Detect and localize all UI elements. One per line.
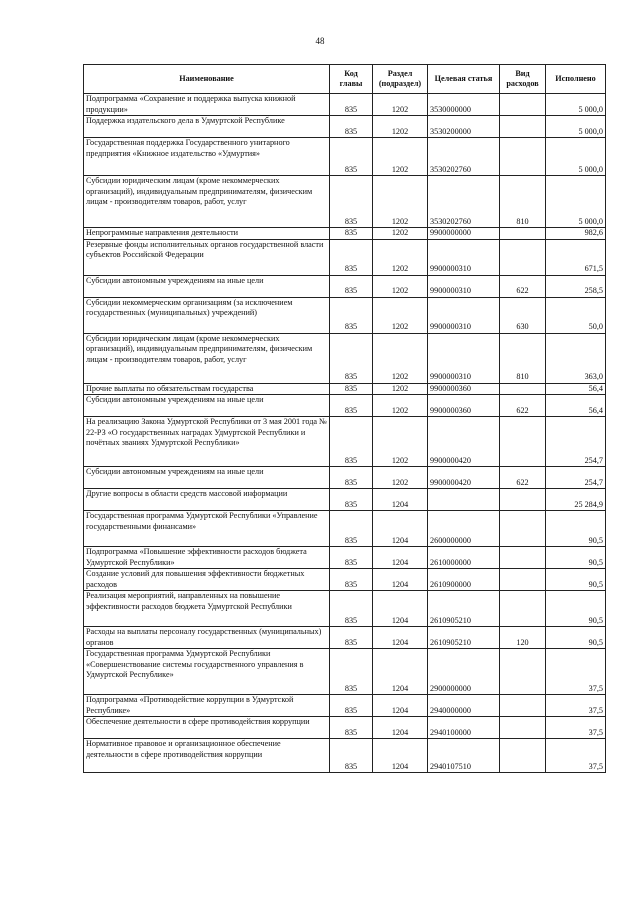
row-amount-cell: 37,5 xyxy=(546,695,606,717)
row-name-cell: Резервные фонды исполнительных органов государственной власти субъектов Российской Федерации xyxy=(84,239,330,275)
row-code-cell: 835 xyxy=(330,417,373,467)
row-code-cell: 835 xyxy=(330,116,373,138)
row-section-cell: 1202 xyxy=(373,417,428,467)
row-amount-cell: 37,5 xyxy=(546,649,606,695)
row-kind-cell xyxy=(500,739,546,773)
row-code-cell: 835 xyxy=(330,649,373,695)
row-name-cell: Государственная программа Удмуртской Республики «Совершенствование системы государственного управления в Удмуртской Республике» xyxy=(84,649,330,695)
row-amount-cell: 5 000,0 xyxy=(546,176,606,228)
table-row xyxy=(84,467,606,489)
row-kind-cell xyxy=(500,547,546,569)
row-code-cell: 835 xyxy=(330,176,373,228)
row-amount-cell: 25 284,9 xyxy=(546,489,606,511)
row-kind-cell xyxy=(500,116,546,138)
col-header-target: Целевая статья xyxy=(428,65,500,94)
row-target-cell: 2610900000 xyxy=(428,569,500,591)
row-name-cell: На реализацию Закона Удмуртской Республики от 3 мая 2001 года № 22-РЗ «О государственных наградах Удмуртской Республики и почётных званиях Удмуртской Республики» xyxy=(84,417,330,467)
row-kind-cell: 622 xyxy=(500,395,546,417)
row-amount-cell: 90,5 xyxy=(546,627,606,649)
row-code-cell: 835 xyxy=(330,695,373,717)
row-name-cell: Реализация мероприятий, направленных на повышение эффективности расходов бюджета Удмуртской Республики xyxy=(84,591,330,627)
row-section-cell: 1202 xyxy=(373,395,428,417)
row-section-cell: 1202 xyxy=(373,383,428,395)
row-kind-cell xyxy=(500,138,546,176)
row-kind-cell: 120 xyxy=(500,627,546,649)
row-target-cell: 9900000310 xyxy=(428,275,500,297)
col-header-amount: Исполнено xyxy=(546,65,606,94)
row-kind-cell: 622 xyxy=(500,275,546,297)
table-row xyxy=(84,176,606,228)
budget-table xyxy=(83,64,606,773)
row-section-cell: 1204 xyxy=(373,489,428,511)
table-row xyxy=(84,489,606,511)
table-row xyxy=(84,649,606,695)
row-target-cell: 3530200000 xyxy=(428,116,500,138)
row-kind-cell: 810 xyxy=(500,176,546,228)
row-target-cell: 9900000310 xyxy=(428,333,500,383)
table-row xyxy=(84,695,606,717)
row-kind-cell xyxy=(500,569,546,591)
col-header-kind: Вид расходов xyxy=(500,65,546,94)
row-name-cell: Подпрограмма «Сохранение и поддержка выпуска книжной продукции» xyxy=(84,94,330,116)
row-name-cell: Нормативное правовое и организационное обеспечение деятельности в сфере противодействия коррупции xyxy=(84,739,330,773)
row-name-cell: Обеспечение деятельности в сфере противодействия коррупции xyxy=(84,717,330,739)
row-section-cell: 1204 xyxy=(373,569,428,591)
row-name-cell: Другие вопросы в области средств массовой информации xyxy=(84,489,330,511)
table-row xyxy=(84,511,606,547)
row-code-cell: 835 xyxy=(330,228,373,240)
row-name-cell: Субсидии автономным учреждениям на иные цели xyxy=(84,395,330,417)
row-code-cell: 835 xyxy=(330,467,373,489)
col-header-section: Раздел (подраздел) xyxy=(373,65,428,94)
row-section-cell: 1204 xyxy=(373,547,428,569)
row-code-cell: 835 xyxy=(330,591,373,627)
table-row xyxy=(84,138,606,176)
row-section-cell: 1202 xyxy=(373,94,428,116)
table-row xyxy=(84,547,606,569)
row-amount-cell: 982,6 xyxy=(546,228,606,240)
row-target-cell: 2940107510 xyxy=(428,739,500,773)
row-target-cell: 9900000360 xyxy=(428,395,500,417)
row-amount-cell: 5 000,0 xyxy=(546,138,606,176)
row-name-cell: Подпрограмма «Повышение эффективности расходов бюджета Удмуртской Республики» xyxy=(84,547,330,569)
row-section-cell: 1204 xyxy=(373,739,428,773)
row-name-cell: Субсидии автономным учреждениям на иные цели xyxy=(84,467,330,489)
page-number: 48 xyxy=(315,36,325,46)
row-amount-cell: 56,4 xyxy=(546,395,606,417)
row-name-cell: Государственная программа Удмуртской Республики «Управление государственными финансами» xyxy=(84,511,330,547)
row-amount-cell: 90,5 xyxy=(546,547,606,569)
table-body xyxy=(84,94,606,773)
table-row xyxy=(84,94,606,116)
row-section-cell: 1202 xyxy=(373,116,428,138)
row-amount-cell: 258,5 xyxy=(546,275,606,297)
row-kind-cell xyxy=(500,511,546,547)
row-section-cell: 1202 xyxy=(373,176,428,228)
row-kind-cell: 630 xyxy=(500,297,546,333)
row-target-cell: 2940000000 xyxy=(428,695,500,717)
table-row xyxy=(84,275,606,297)
row-target-cell: 3530202760 xyxy=(428,176,500,228)
table-row xyxy=(84,395,606,417)
row-name-cell: Субсидии автономным учреждениям на иные цели xyxy=(84,275,330,297)
col-header-name: Наименование xyxy=(84,65,330,94)
row-name-cell: Поддержка издательского дела в Удмуртской Республике xyxy=(84,116,330,138)
row-section-cell: 1202 xyxy=(373,228,428,240)
row-kind-cell xyxy=(500,649,546,695)
row-code-cell: 835 xyxy=(330,395,373,417)
row-name-cell: Субсидии юридическим лицам (кроме некоммерческих организаций), индивидуальным предпринимателям, физическим лицам - производителям товаров, работ, услуг xyxy=(84,176,330,228)
row-name-cell: Подпрограмма «Противодействие коррупции в Удмуртской Республике» xyxy=(84,695,330,717)
row-target-cell: 3530202760 xyxy=(428,138,500,176)
row-amount-cell: 671,5 xyxy=(546,239,606,275)
row-section-cell: 1204 xyxy=(373,695,428,717)
row-amount-cell: 56,4 xyxy=(546,383,606,395)
row-section-cell: 1202 xyxy=(373,138,428,176)
table-row xyxy=(84,569,606,591)
row-kind-cell xyxy=(500,695,546,717)
row-section-cell: 1204 xyxy=(373,511,428,547)
row-code-cell: 835 xyxy=(330,627,373,649)
row-target-cell: 9900000360 xyxy=(428,383,500,395)
row-code-cell: 835 xyxy=(330,739,373,773)
row-amount-cell: 37,5 xyxy=(546,717,606,739)
row-section-cell: 1202 xyxy=(373,297,428,333)
row-target-cell: 2940100000 xyxy=(428,717,500,739)
row-name-cell: Непрограммные направления деятельности xyxy=(84,228,330,240)
row-amount-cell: 90,5 xyxy=(546,511,606,547)
row-target-cell: 2900000000 xyxy=(428,649,500,695)
row-amount-cell: 363,0 xyxy=(546,333,606,383)
row-section-cell: 1204 xyxy=(373,627,428,649)
row-target-cell: 2610905210 xyxy=(428,627,500,649)
row-section-cell: 1202 xyxy=(373,239,428,275)
row-name-cell: Расходы на выплаты персоналу государственных (муниципальных) органов xyxy=(84,627,330,649)
row-amount-cell: 254,7 xyxy=(546,417,606,467)
row-section-cell: 1202 xyxy=(373,275,428,297)
row-target-cell: 9900000000 xyxy=(428,228,500,240)
row-code-cell: 835 xyxy=(330,275,373,297)
row-amount-cell: 5 000,0 xyxy=(546,94,606,116)
row-name-cell: Прочие выплаты по обязательствам государства xyxy=(84,383,330,395)
row-kind-cell xyxy=(500,94,546,116)
table-row xyxy=(84,116,606,138)
row-kind-cell xyxy=(500,417,546,467)
row-amount-cell: 5 000,0 xyxy=(546,116,606,138)
row-amount-cell: 90,5 xyxy=(546,591,606,627)
row-target-cell: 3530000000 xyxy=(428,94,500,116)
row-target-cell: 9900000310 xyxy=(428,297,500,333)
row-target-cell: 2600000000 xyxy=(428,511,500,547)
row-code-cell: 835 xyxy=(330,94,373,116)
row-kind-cell xyxy=(500,717,546,739)
table-row xyxy=(84,591,606,627)
row-target-cell: 2610000000 xyxy=(428,547,500,569)
row-target-cell: 9900000420 xyxy=(428,467,500,489)
row-target-cell: 9900000420 xyxy=(428,417,500,467)
row-amount-cell: 254,7 xyxy=(546,467,606,489)
row-code-cell: 835 xyxy=(330,489,373,511)
row-code-cell: 835 xyxy=(330,569,373,591)
table-row xyxy=(84,739,606,773)
table-row xyxy=(84,239,606,275)
row-kind-cell xyxy=(500,489,546,511)
row-section-cell: 1204 xyxy=(373,649,428,695)
table-row xyxy=(84,333,606,383)
col-header-code: Код главы xyxy=(330,65,373,94)
row-code-cell: 835 xyxy=(330,333,373,383)
table-row xyxy=(84,383,606,395)
table-row xyxy=(84,228,606,240)
table-row xyxy=(84,417,606,467)
row-target-cell: 2610905210 xyxy=(428,591,500,627)
row-code-cell: 835 xyxy=(330,717,373,739)
row-target-cell: 9900000310 xyxy=(428,239,500,275)
row-name-cell: Государственная поддержка Государственного унитарного предприятия «Книжное издательство «Удмуртия» xyxy=(84,138,330,176)
row-name-cell: Создание условий для повышения эффективности бюджетных расходов xyxy=(84,569,330,591)
row-code-cell: 835 xyxy=(330,547,373,569)
row-section-cell: 1204 xyxy=(373,591,428,627)
row-name-cell: Субсидии юридическим лицам (кроме некоммерческих организаций), индивидуальным предпринимателям, физическим лицам - производителям товаров, работ, услуг xyxy=(84,333,330,383)
table-row xyxy=(84,297,606,333)
row-section-cell: 1202 xyxy=(373,333,428,383)
row-kind-cell: 622 xyxy=(500,467,546,489)
table-row xyxy=(84,717,606,739)
row-section-cell: 1204 xyxy=(373,717,428,739)
table-row xyxy=(84,627,606,649)
row-code-cell: 835 xyxy=(330,297,373,333)
row-code-cell: 835 xyxy=(330,511,373,547)
row-kind-cell xyxy=(500,383,546,395)
row-kind-cell xyxy=(500,228,546,240)
row-section-cell: 1202 xyxy=(373,467,428,489)
row-code-cell: 835 xyxy=(330,383,373,395)
row-amount-cell: 90,5 xyxy=(546,569,606,591)
row-name-cell: Субсидии некоммерческим организациям (за исключением государственных (муниципальных) учреждений) xyxy=(84,297,330,333)
table-header-row xyxy=(84,65,606,94)
row-kind-cell: 810 xyxy=(500,333,546,383)
row-amount-cell: 37,5 xyxy=(546,739,606,773)
row-code-cell: 835 xyxy=(330,239,373,275)
row-amount-cell: 50,0 xyxy=(546,297,606,333)
row-target-cell xyxy=(428,489,500,511)
row-code-cell: 835 xyxy=(330,138,373,176)
row-kind-cell xyxy=(500,239,546,275)
row-kind-cell xyxy=(500,591,546,627)
